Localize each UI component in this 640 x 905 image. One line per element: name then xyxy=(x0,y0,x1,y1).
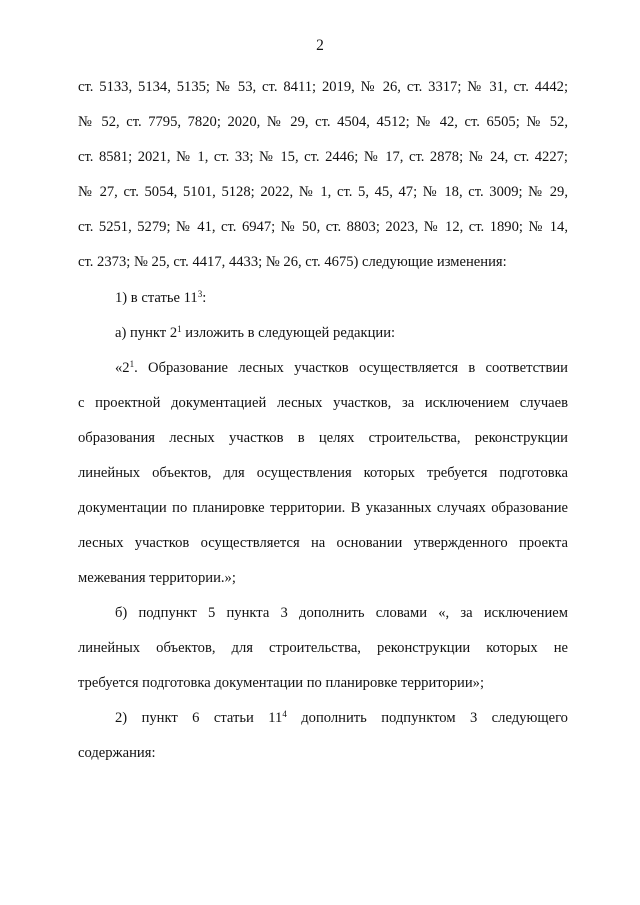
quote-line: межевания территории.»; xyxy=(78,570,236,586)
quote-first-line: «$2^1$. Образование лесных участков осуществляется в соответствии xyxy=(115,359,568,376)
text-line: № 27, ст. 5054, 5101, 5128; 2022, № 1, ст. 5, 45, 47; № 18, ст. 3009; № 29, xyxy=(78,184,568,200)
item-1b-first-line: б) подпункт 5 пункта 3 дополнить словами «, за исключением xyxy=(115,605,568,621)
text-line: ст. 5251, 5279; № 41, ст. 6947; № 50, ст. 8803; 2023, № 12, ст. 1890; № 14, xyxy=(78,219,568,235)
quote-line: с проектной документацией лесных участков, за исключением случаев xyxy=(78,395,568,411)
text-line: № 52, ст. 7795, 7820; 2020, № 29, ст. 4504, 4512; № 42, ст. 6505; № 52, xyxy=(78,114,568,130)
item-2-line: содержания: xyxy=(78,745,156,761)
item-1b-line: требуется подготовка документации по планировке территории»; xyxy=(78,675,485,691)
quote-line: линейных объектов, для осуществления которых требуется подготовка xyxy=(78,465,568,481)
item-1b-line: линейных объектов, для строительства, реконструкции которых не xyxy=(78,640,568,656)
text-line: ст. 8581; 2021, № 1, ст. 33; № 15, ст. 2446; № 17, ст. 2878; № 24, ст. 4227; xyxy=(78,149,568,165)
quote-line: образования лесных участков в целях строительства, реконструкции xyxy=(78,430,568,446)
page-number: 2 xyxy=(316,37,324,54)
text-line: ст. 2373; № 25, ст. 4417, 4433; № 26, ст. 4675) следующие изменения: xyxy=(78,254,507,270)
item-1a-heading: а) пункт $2^1$ изложить в следующей редакции: xyxy=(115,324,396,341)
item-2-first-line: 2) пункт 6 статьи $11^4$ дополнить подпунктом 3 следующего xyxy=(115,709,568,726)
item-1-heading: 1) в статье $11^3$: xyxy=(115,289,207,306)
quote-line: лесных участков осуществляется на основании утвержденного проекта xyxy=(78,535,568,551)
quote-line: документации по планировке территории. В указанных случаях образование xyxy=(78,500,568,516)
text-line: ст. 5133, 5134, 5135; № 53, ст. 8411; 2019, № 26, ст. 3317; № 31, ст. 4442; xyxy=(78,79,568,95)
